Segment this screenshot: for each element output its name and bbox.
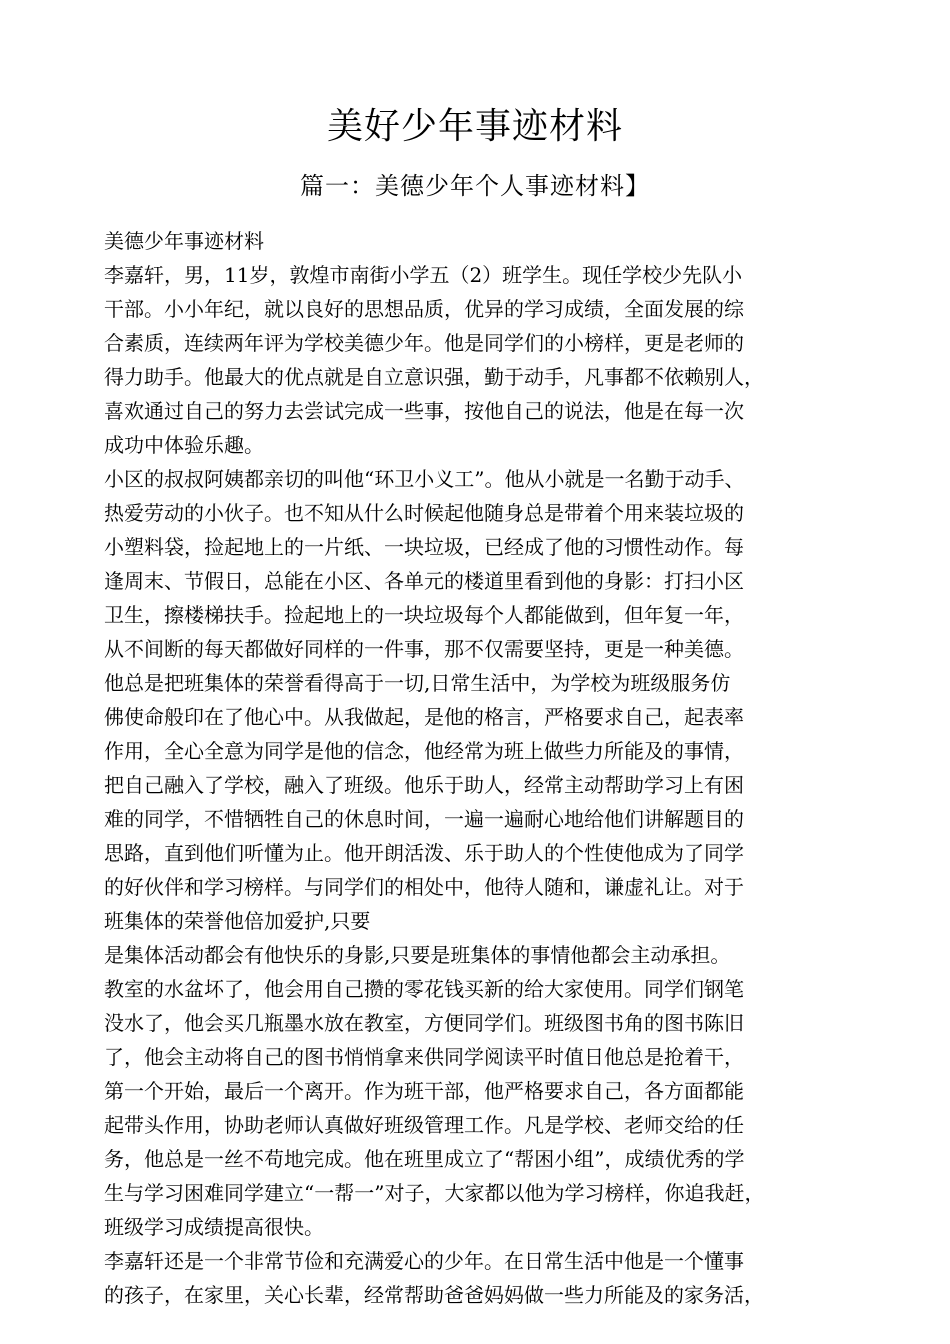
text-line: 了，他会主动将自己的图书悄悄拿来供同学阅读平时值日他总是抢着干，	[104, 1045, 744, 1069]
text-line: 喜欢通过自己的努力去尝试完成一些事，按他自己的说法，他是在每一次	[104, 399, 744, 423]
text-line: 得力助手。他最大的优点就是自立意识强，勤于动手，凡事都不依赖别人，	[104, 365, 764, 389]
text-line: 逢周末、节假日，总能在小区、各单元的楼道里看到他的身影：打扫小区	[104, 569, 744, 593]
text-line: 美德少年事迹材料	[104, 229, 264, 253]
text-line: 卫生，擦楼梯扶手。捡起地上的一块垃圾每个人都能做到，但年复一年，	[104, 603, 744, 627]
document-body	[104, 224, 864, 1312]
text-line: 佛使命般印在了他心中。从我做起，是他的格言，严格要求自己，起表率	[104, 705, 744, 729]
text-line: 合素质，连续两年评为学校美德少年。他是同学们的小榜样，更是老师的	[104, 331, 744, 355]
text-line: 起带头作用，协助老师认真做好班级管理工作。凡是学校、老师交给的任	[104, 1113, 744, 1137]
text-line: 的孩子，在家里，关心长辈，经常帮助爸爸妈妈做一些力所能及的家务活，	[104, 1283, 764, 1307]
text-line: 生与学习困难同学建立“一帮一”对子，大家都以他为学习榜样，你追我赶，	[104, 1181, 765, 1205]
text-line: 热爱劳动的小伙子。也不知从什么时候起他随身总是带着个用来装垃圾的	[104, 501, 744, 525]
document-subtitle: 篇一：美德少年个人事迹材料】	[300, 172, 650, 200]
text-line: 务，他总是一丝不苟地完成。他在班里成立了“帮困小组”，成绩优秀的学	[104, 1147, 745, 1171]
text-line: 作用，全心全意为同学是他的信念，他经常为班上做些力所能及的事情，	[104, 739, 744, 763]
text-line: 李嘉轩，男，11岁，敦煌市南街小学五（2）班学生。现任学校少先队小	[104, 263, 743, 287]
text-line: 把自己融入了学校，融入了班级。他乐于助人，经常主动帮助学习上有困	[104, 773, 744, 797]
text-line: 班级学习成绩提高很快。	[104, 1215, 324, 1239]
text-line: 从不间断的每天都做好同样的一件事，那不仅需要坚持，更是一种美德。	[104, 637, 744, 661]
document-title: 美好少年事迹材料	[326, 106, 623, 147]
text-line: 小区的叔叔阿姨都亲切的叫他“环卫小义工”。他从小就是一名勤于动手、	[104, 467, 745, 491]
text-line: 教室的水盆坏了，他会用自己攒的零花钱买新的给大家使用。同学们钢笔	[104, 977, 744, 1001]
text-line: 成功中体验乐趣。	[104, 433, 264, 457]
text-line: 思路，直到他们听懂为止。他开朗活泼、乐于助人的个性使他成为了同学	[104, 841, 744, 865]
text-line: 是集体活动都会有他快乐的身影,只要是班集体的事情他都会主动承担。	[104, 943, 731, 967]
text-line: 小塑料袋，捡起地上的一片纸、一块垃圾，已经成了他的习惯性动作。每	[104, 535, 744, 559]
text-line: 班集体的荣誉他倍加爱护,只要	[104, 909, 371, 933]
text-line: 他总是把班集体的荣誉看得高于一切,日常生活中，为学校为班级服务仿	[104, 671, 731, 695]
text-line: 李嘉轩还是一个非常节俭和充满爱心的少年。在日常生活中他是一个懂事	[104, 1249, 744, 1273]
text-line: 的好伙伴和学习榜样。与同学们的相处中，他待人随和，谦虚礼让。对于	[104, 875, 744, 899]
text-line: 没水了，他会买几瓶墨水放在教室，方便同学们。班级图书角的图书陈旧	[104, 1011, 744, 1035]
text-line: 难的同学，不惜牺牲自己的休息时间，一遍一遍耐心地给他们讲解题目的	[104, 807, 744, 831]
text-line: 第一个开始，最后一个离开。作为班干部，他严格要求自己，各方面都能	[104, 1079, 744, 1103]
text-line: 干部。小小年纪，就以良好的思想品质，优异的学习成绩，全面发展的综	[104, 297, 744, 321]
